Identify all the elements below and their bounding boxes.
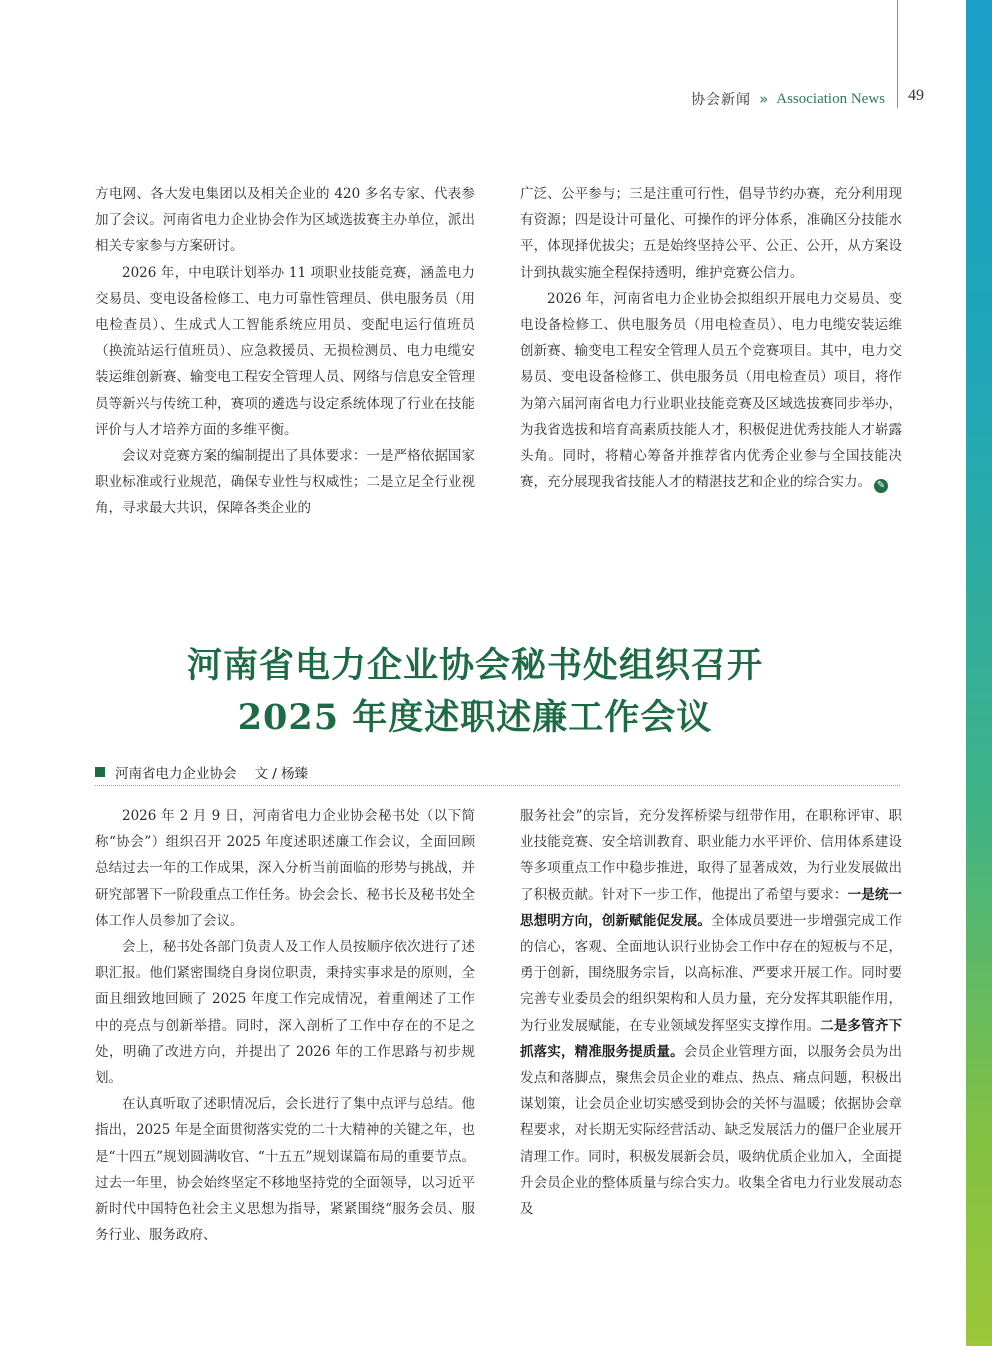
title-line-1: 河南省电力企业协会秘书处组织召开 xyxy=(186,645,763,686)
byline xyxy=(95,762,308,782)
paragraph-text: 全体成员要进一步增强完成工作的信心，客观、全面地认识行业协会工作中存在的短板与不足，勇于创新，围绕服务宗旨，以高标准、严要求开展工作。同时要完善专业委员会的组织架构和人员力量，充分发挥其职能作用，为行业发展赋能，在专业领域发挥坚实支撑作用。 xyxy=(520,912,903,1034)
double-chevron-icon: » xyxy=(759,90,769,108)
paragraph: 2026 年 2 月 9 日，河南省电力企业协会秘书处（以下简称“协会”）组织召开 2025 年度述职述廉工作会议，全面回顾总结过去一年的工作成果，深入分析当前面临的形势与挑战，并研究部署下一阶段重点工作任务。协会会长、秘书长及秘书处全体工作人员参加了会议。 xyxy=(95,808,475,929)
header-divider xyxy=(897,0,898,108)
square-bullet-icon xyxy=(95,767,105,777)
paragraph-text: 会员企业管理方面，以服务会员为出发点和落脚点，聚焦会员企业的难点、热点、痛点问题，积极出谋划策，让会员企业切实感受到协会的关怀与温暖；依据协会章程要求，对长期无实际经营活动、缺乏发展活力的僵尸企业展开清理工作。同时，积极发展新会员，吸纳优质企业加入，全面提升会员企业的整体质量与综合实力。收集全省电力行业发展动态及 xyxy=(520,1043,903,1218)
paragraph: 在认真听取了述职情况后，会长进行了集中点评与总结。他指出，2025 年是全面贯彻落实党的二十大精神的关键之年，也是“十四五”规划圆满收官、“十五五”规划谋篇布局的重要节点。过去一年里，协会始终坚定不移地坚持党的全面领导，以习近平新时代中国特色社会主义思想为指导，紧紧围绕“服务会员、服务行业、服务政府、 xyxy=(95,1096,475,1244)
article-title xyxy=(60,640,890,744)
prev-article-column-left xyxy=(95,181,475,522)
dotted-divider xyxy=(95,785,900,786)
paragraph: 广泛、公平参与；三是注重可行性，倡导节约办赛，充分利用现有资源；四是设计可量化、可操作的评分体系，准确区分技能水平，体现择优拔尖；五是始终坚持公平、公正、公开，从方案设计到执裁实施全程保持透明，维护竞赛公信力。 xyxy=(520,186,902,281)
paragraph xyxy=(520,803,902,1222)
key-point-1: 一是统一思想明方向，创新赋能促发展。 xyxy=(520,886,903,929)
prev-article-column-right xyxy=(520,181,902,495)
paragraph xyxy=(520,286,902,496)
paragraph: 2026 年，中电联计划举办 11 项职业技能竞赛，涵盖电力交易员、变电设备检修工、电力可靠性管理员、供电服务员（用电检查员）、生成式人工智能系统应用员、变配电运行值班员（换流站运行值班员）、应急救援员、无损检测员、电力电缆安装运维创新赛、输变电工程安全管理人员、网络与信息安全管理员等新兴与传统工种，赛项的遴选与设定系统体现了行业在技能评价与人才培养方面的多维平衡。 xyxy=(95,264,475,438)
article-end-icon: ✎ xyxy=(874,479,888,493)
byline-organization: 河南省电力企业协会 xyxy=(115,766,237,782)
key-point-2: 二是多管齐下抓落实，精准服务提质量。 xyxy=(520,1017,903,1060)
paragraph: 会议对竞赛方案的编制提出了具体要求：一是严格依据国家职业标准或行业规范，确保专业性与权威性；二是立足全行业视角，寻求最大共识，保障各类企业的 xyxy=(95,448,475,517)
paragraph: 会上，秘书处各部门负责人及工作人员按顺序依次进行了述职汇报。他们紧密围绕自身岗位职责，秉持实事求是的原则，全面且细致地回顾了 2025 年度工作完成情况，着重阐述了工作中的亮点与创新举措。同时，深入剖析了工作中存在的不足之处，明确了改进方向，并提出了 2026 年的工作思路与初步规划。 xyxy=(95,939,475,1087)
running-header xyxy=(600,88,885,110)
article-column-right xyxy=(520,803,902,1222)
article-column-left xyxy=(95,803,475,1248)
paragraph-text: 2026 年，河南省电力企业协会拟组织开展电力交易员、变电设备检修工、供电服务员（用电检查员）、电力电缆安装运维创新赛、输变电工程安全管理人员五个竞赛项目。其中，电力交易员、变电设备检修工、供电服务员（用电检查员）项目，将作为第六届河南省电力行业职业技能竞赛及区域选拔赛同步举办，为我省选拔和培育高素质技能人才，积极促进优秀技能人才崭露头角。同时，将精心筹备并推荐省内优秀企业参与全国技能决赛，充分展现我省技能人才的精湛技艺和企业的综合实力。 xyxy=(520,290,902,491)
title-line-2: 2025 年度述职述廉工作会议 xyxy=(237,697,713,738)
section-name-cn: 协会新闻 xyxy=(691,92,752,108)
paragraph: 方电网、各大发电集团以及相关企业的 420 多名专家、代表参加了会议。河南省电力企业协会作为区域选拔赛主办单位，派出相关专家参与方案研讨。 xyxy=(95,186,475,255)
side-color-bar xyxy=(966,0,992,1346)
paragraph-text: 服务社会”的宗旨，充分发挥桥梁与纽带作用，在职称评审、职业技能竞赛、安全培训教育、职业能力水平评价、信用体系建设等多项重点工作中稳步推进，取得了显著成效，为行业发展做出了积极贡献。针对下一步工作，他提出了希望与要求： xyxy=(520,808,902,903)
page-number: 49 xyxy=(908,87,924,104)
byline-author: 文 / 杨臻 xyxy=(254,766,309,782)
section-name-en: Association News xyxy=(776,90,885,107)
